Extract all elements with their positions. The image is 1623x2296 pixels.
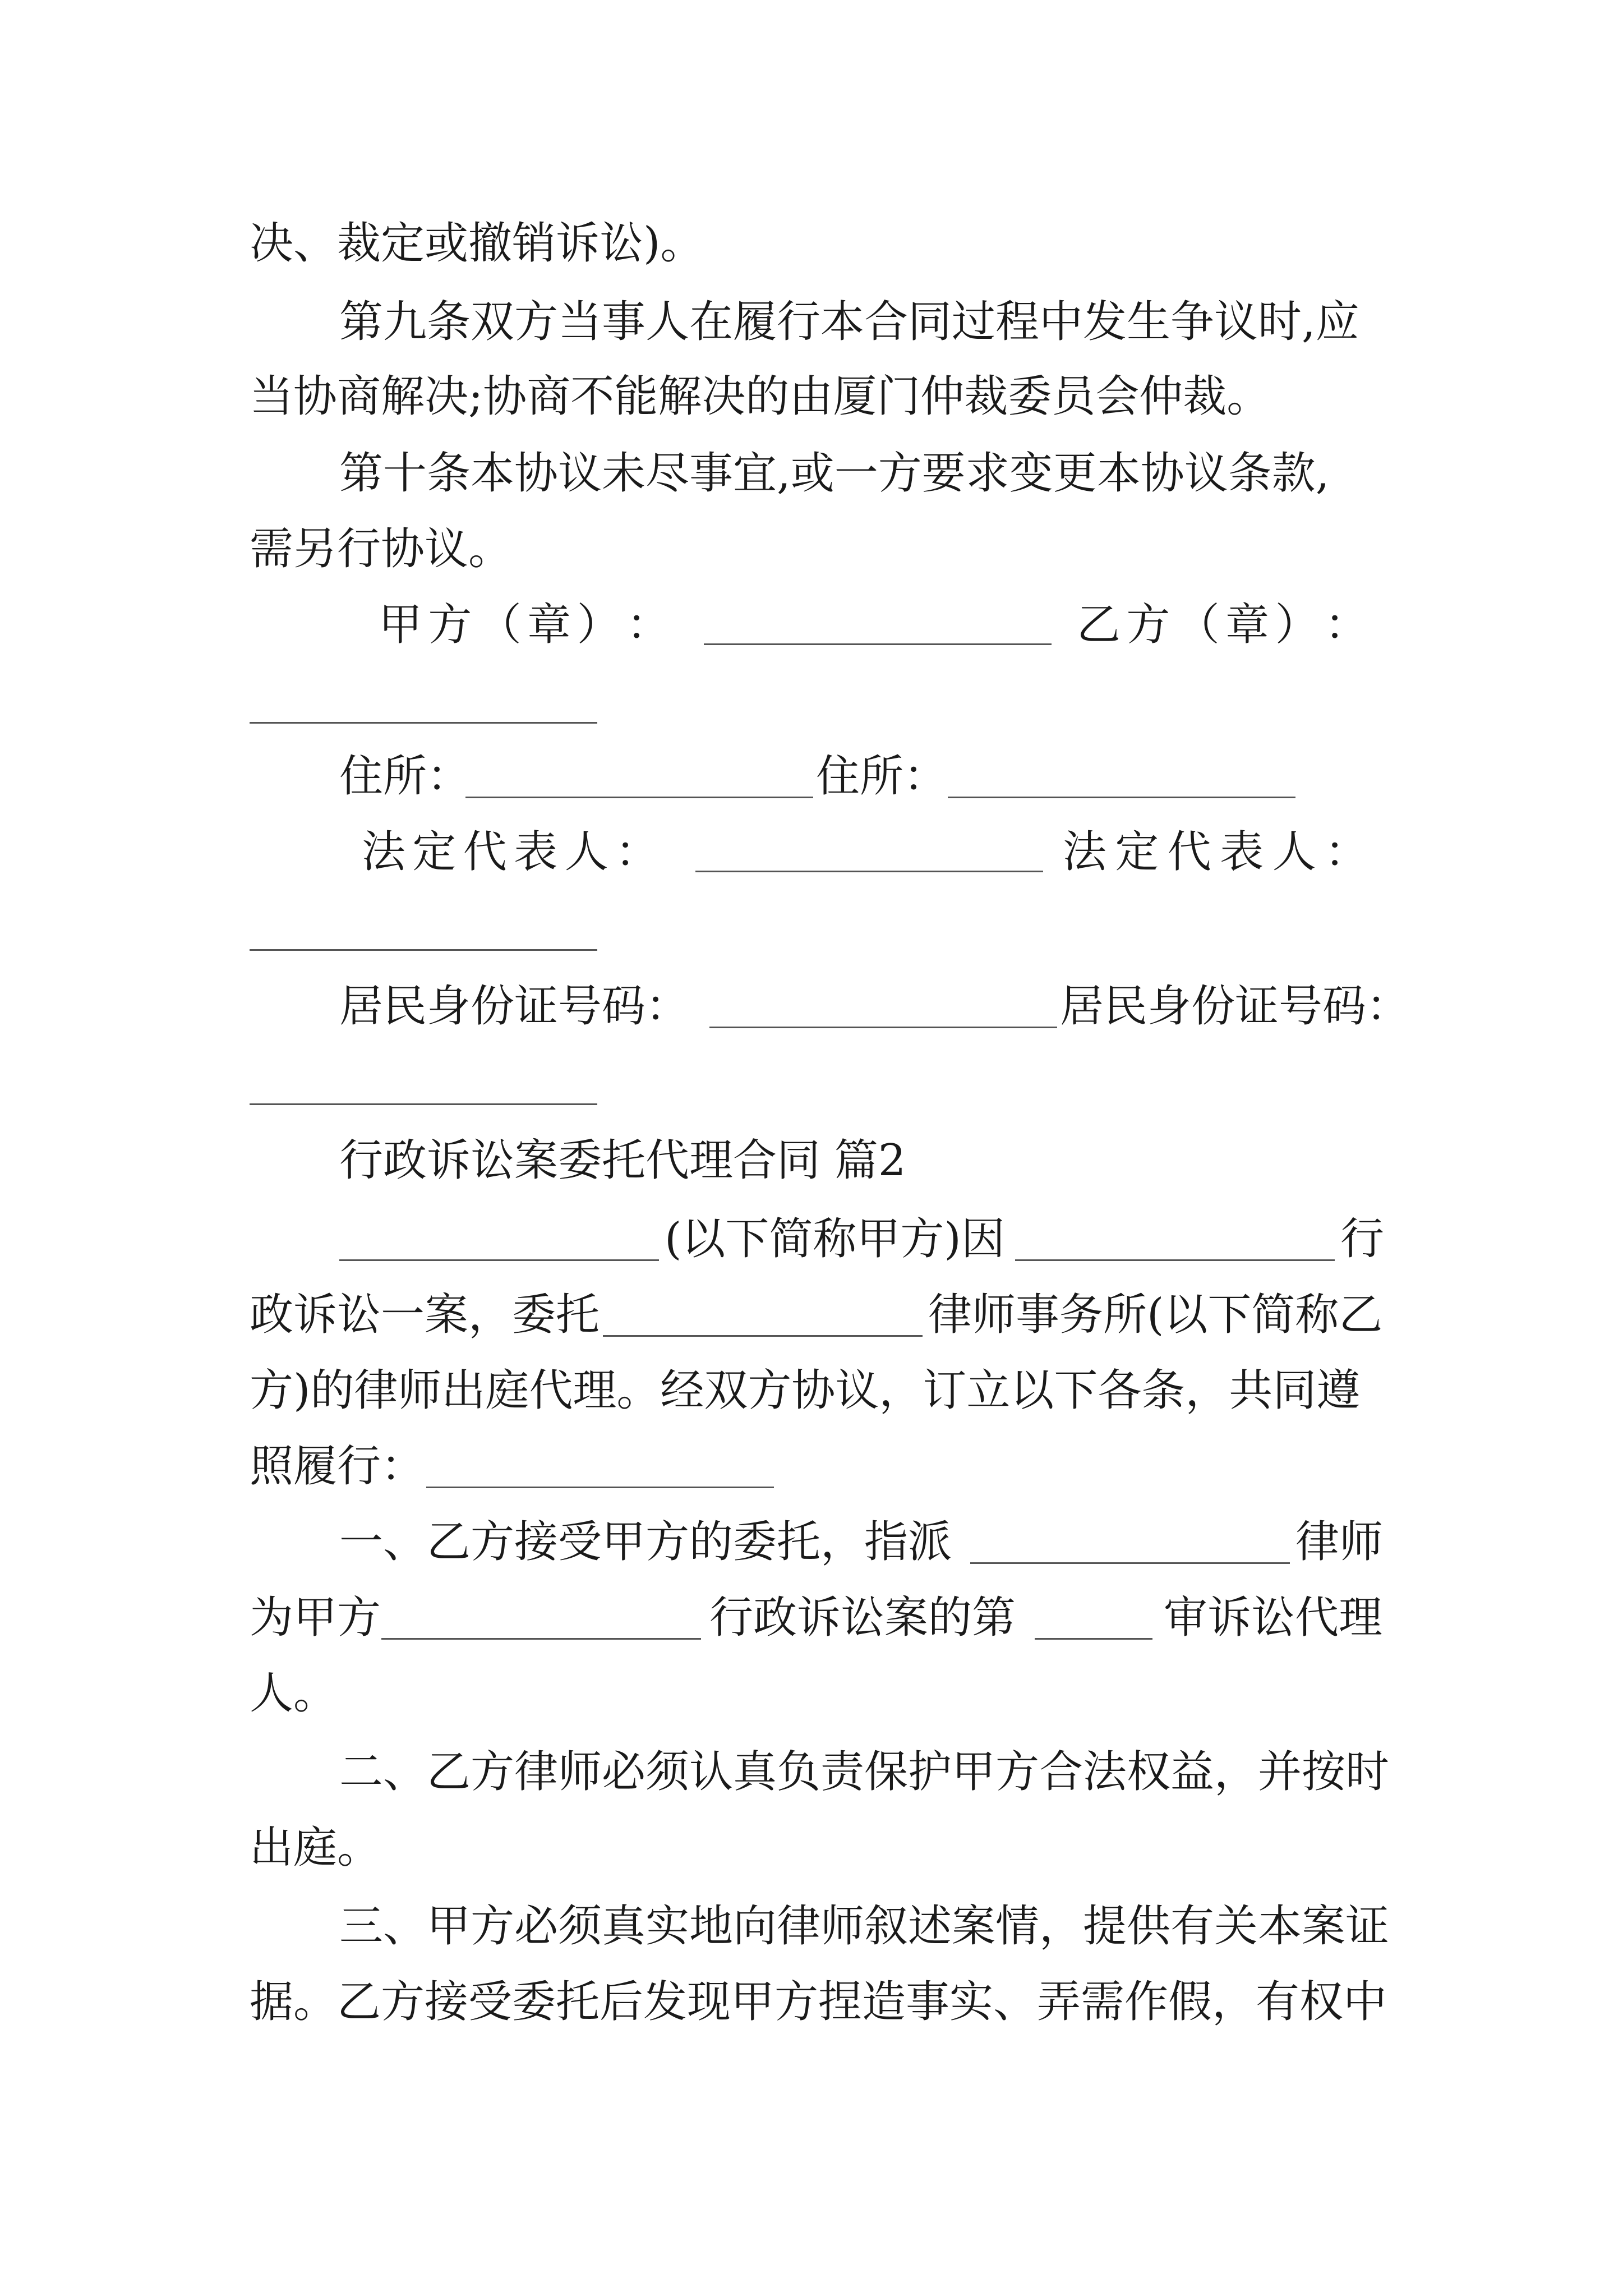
intro-line-1-end: 行 xyxy=(1340,1214,1385,1264)
id-label-b: 居民身份证号码： xyxy=(1060,981,1410,1032)
clause-2-line-1: 二、乙方律师必须认真负责保护甲方合法权益，并按时 xyxy=(339,1747,1390,1797)
clause-1-line-1-end: 律师 xyxy=(1295,1517,1384,1567)
fill-blank xyxy=(381,1638,701,1640)
rep-label-b: 法 定 代 表 人 ： xyxy=(1063,827,1368,877)
rep-label-a: 法 定 代 表 人 ： xyxy=(362,827,659,877)
intro-line-3: 方)的律师出庭代理。经双方协议，订立以下各条，共同遵 xyxy=(250,1365,1361,1416)
address-blank xyxy=(948,797,1295,798)
fill-blank xyxy=(1015,1259,1335,1261)
intro-line-2-end: 律师事务所(以下简称乙 xyxy=(928,1290,1383,1340)
clause-1-line-1: 一、乙方接受甲方的委托，指派 xyxy=(339,1517,952,1567)
article-10-line-1: 第十条本协议未尽事宜,或一方要求变更本协议条款, xyxy=(339,448,1330,499)
clause-3-line-1: 三、甲方必须真实地向律师叙述案情，提供有关本案证 xyxy=(339,1901,1390,1952)
fill-blank xyxy=(339,1259,659,1261)
fill-blank xyxy=(1035,1638,1152,1640)
id-blank xyxy=(250,1103,597,1105)
id-blank xyxy=(709,1027,1057,1028)
clause-2-line-2: 出庭。 xyxy=(250,1823,381,1873)
party-a-seal-label: 甲 方 （ 章 ） ： xyxy=(379,600,670,650)
fill-blank xyxy=(603,1335,923,1337)
signature-blank xyxy=(704,643,1052,645)
signature-blank xyxy=(250,722,597,724)
rep-blank xyxy=(695,871,1043,872)
rep-blank xyxy=(250,949,597,951)
clause-1-line-2: 为甲方 xyxy=(250,1593,381,1643)
clause-1-line-2-end: 审诉讼代理 xyxy=(1164,1593,1383,1643)
article-9-line-2: 当协商解决;协商不能解决的由厦门仲裁委员会仲裁。 xyxy=(250,371,1271,422)
fill-blank xyxy=(426,1487,774,1488)
article-10-line-2: 需另行协议。 xyxy=(250,524,513,574)
section-title: 行政诉讼案委托代理合同 篇2 xyxy=(339,1135,906,1186)
clause-1-line-2-mid: 行政诉讼案的第 xyxy=(709,1593,1016,1643)
party-b-seal-label: 乙 方 （ 章 ） ： xyxy=(1077,600,1368,650)
clause-1-line-3: 人。 xyxy=(250,1668,338,1719)
article-9-line-1: 第九条双方当事人在履行本合同过程中发生争议时,应 xyxy=(339,297,1359,347)
paragraph-line: 决、裁定或撤销诉讼)。 xyxy=(250,218,704,269)
id-label-a: 居民身份证号码： xyxy=(339,981,690,1032)
address-label-b: 住所： xyxy=(816,751,948,802)
address-label-a: 住所： xyxy=(339,751,471,802)
intro-line-2: 政诉讼一案，委托 xyxy=(250,1290,600,1340)
clause-3-line-2: 据。乙方接受委托后发现甲方捏造事实、弄需作假，有权中 xyxy=(250,1977,1387,2027)
intro-line-4: 照履行： xyxy=(250,1441,425,1492)
fill-blank xyxy=(970,1562,1290,1564)
intro-line-1: (以下简称甲方)因 xyxy=(665,1214,1005,1264)
address-blank xyxy=(465,797,813,798)
